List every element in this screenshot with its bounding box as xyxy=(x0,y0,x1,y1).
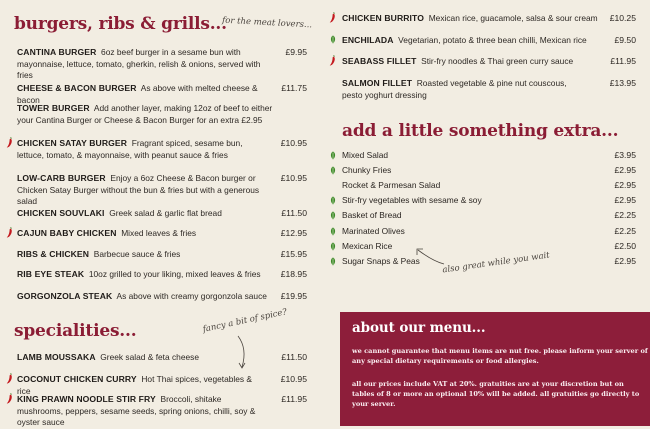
extra-item-name: Basket of Bread xyxy=(342,210,402,221)
chili-icon xyxy=(329,12,336,23)
vegetarian-leaf-icon xyxy=(330,35,336,44)
chili-icon xyxy=(6,227,13,238)
item-desc: As above with melted cheese & bacon xyxy=(17,83,258,105)
item-price: £10.25 xyxy=(609,13,636,23)
item-desc: Fragrant spiced, sesame bun, lettuce, tomato, & mayonnaise, with peanut sauce & fries xyxy=(17,138,243,160)
item-desc: Greek salad & feta cheese xyxy=(100,352,199,362)
about-title: about our menu... xyxy=(352,320,486,336)
burgers-title: burgers, ribs & grills... xyxy=(14,14,227,34)
extras-title: add a little something extra... xyxy=(342,121,619,141)
item-price: £9.50 xyxy=(614,35,636,45)
menu-item xyxy=(17,173,307,208)
item-name: CHICKEN SATAY BURGER xyxy=(17,138,128,148)
extra-item-name: Rocket & Parmesan Salad xyxy=(342,180,441,191)
extra-item-name: Mixed Salad xyxy=(342,150,389,160)
item-desc: Greek salad & garlic flat bread xyxy=(109,208,222,218)
extra-item-price: £2.25 xyxy=(614,225,636,236)
extra-item xyxy=(342,180,636,191)
item-price: £18.95 xyxy=(280,269,307,279)
item-desc: Broccoli, shitake mushrooms, peppers, sesame seeds, spring onions, chilli, soy & oyster sauce xyxy=(17,394,256,427)
vat-gratuity-notice: all our prices include VAT at 20%. gratuities are at your discretion but on tables of 8 or more an optional 10% will be added. all gratuities go directly to your server. xyxy=(352,380,640,408)
vegetarian-leaf-icon xyxy=(330,166,336,175)
chili-icon xyxy=(329,55,336,66)
item-name: SALMON FILLET xyxy=(342,78,413,88)
item-price: £11.95 xyxy=(281,394,307,404)
extra-item xyxy=(342,165,636,176)
extra-item-price: £2.25 xyxy=(614,210,636,221)
item-price: £11.50 xyxy=(281,352,307,362)
extra-item-price: £2.95 xyxy=(614,195,636,206)
arrow-icon xyxy=(412,244,446,268)
extra-item-name: Chunky Fries xyxy=(342,165,392,176)
item-price: £10.95 xyxy=(280,374,307,384)
vegetarian-leaf-icon xyxy=(330,257,336,266)
item-name: GORGONZOLA STEAK xyxy=(17,291,113,301)
item-name: CHEESE & BACON BURGER xyxy=(17,83,137,93)
menu-item xyxy=(342,78,636,101)
item-price: £11.50 xyxy=(281,208,307,218)
extra-item xyxy=(342,195,636,206)
menu-item xyxy=(17,249,307,261)
chili-icon xyxy=(6,373,13,384)
vegetarian-leaf-icon xyxy=(330,211,336,220)
menu-item xyxy=(17,47,307,82)
vegetarian-leaf-icon xyxy=(330,227,336,236)
specialities-title: specialities... xyxy=(14,321,137,341)
item-price: £10.95 xyxy=(280,138,307,148)
item-name: RIBS & CHICKEN xyxy=(17,249,90,259)
vegetarian-leaf-icon xyxy=(330,151,336,160)
menu-item xyxy=(342,56,636,68)
menu-item xyxy=(17,103,307,126)
extra-item-price: £2.95 xyxy=(614,165,636,176)
allergy-notice: we cannot guarantee that menu items are nut free. please inform your server of any special dietary requirements or food allergies. xyxy=(352,347,648,365)
item-name: CHICKEN SOUVLAKI xyxy=(17,208,105,218)
item-name: LOW-CARB BURGER xyxy=(17,173,106,183)
extra-item-name: Sugar Snaps & Peas xyxy=(342,255,420,266)
extra-item-price: £2.50 xyxy=(614,240,636,251)
extra-item-price: £2.95 xyxy=(614,180,636,191)
item-desc: Mixed leaves & fries xyxy=(121,228,197,238)
extra-item-name: Mexican Rice xyxy=(342,240,393,251)
menu-item xyxy=(17,208,307,220)
extra-item xyxy=(342,241,636,252)
menu-item xyxy=(17,228,307,240)
extra-item xyxy=(342,210,636,221)
item-name: LAMB MOUSSAKA xyxy=(17,352,96,362)
item-name: COCONUT CHICKEN CURRY xyxy=(17,374,137,384)
item-price: £11.95 xyxy=(610,56,636,66)
menu-item xyxy=(17,291,307,303)
item-desc: Vegetarian, potato & three bean chilli, Mexican rice xyxy=(398,35,587,45)
item-name: SEABASS FILLET xyxy=(342,56,417,66)
item-name: KING PRAWN NOODLE STIR FRY xyxy=(17,394,156,404)
item-name: ENCHILADA xyxy=(342,35,394,45)
menu-item xyxy=(342,35,636,47)
about-menu-panel xyxy=(340,312,650,426)
extra-item-price: £3.95 xyxy=(614,150,636,160)
extra-item xyxy=(342,150,636,161)
item-desc: Stir-fry noodles & Thai green curry sauce xyxy=(421,56,574,66)
item-desc: Enjoy a 6oz Cheese & Bacon burger or Chicken Satay Burger without the bun & fries but with a generous salad xyxy=(17,173,260,206)
extra-item-name: Stir-fry vegetables with sesame & soy xyxy=(342,195,482,206)
item-price: £11.75 xyxy=(281,83,307,93)
item-desc: As above with creamy gorgonzola sauce xyxy=(116,291,267,301)
menu-item xyxy=(17,138,307,161)
burgers-aside: for the meat lovers... xyxy=(221,15,313,31)
item-price: £12.95 xyxy=(280,228,307,238)
extra-item xyxy=(342,226,636,237)
item-desc: Hot Thai spices, vegetables & rice xyxy=(17,374,253,396)
vegetarian-leaf-icon xyxy=(330,196,336,205)
specialities-aside: fancy a bit of spice? xyxy=(201,307,288,335)
item-desc: 6oz beef burger in a sesame bun with mayonnaise, lettuce, tomato, gherkin, relish & onions, served with fries xyxy=(17,47,261,80)
menu-item xyxy=(342,13,636,25)
item-desc: Add another layer, making 12oz of beef to either your Cantina Burger or Cheese & Bacon Burger for an extra £2.95 xyxy=(17,103,273,125)
extras-aside: also great while you wait xyxy=(441,250,551,276)
chili-icon xyxy=(6,393,13,404)
item-desc: Roasted vegetable & pine nut couscous, pesto yoghurt dressing xyxy=(342,78,567,100)
item-desc: Mexican rice, guacamole, salsa & sour cream xyxy=(428,13,598,23)
item-price: £13.95 xyxy=(609,78,636,88)
menu-item xyxy=(17,394,307,429)
item-name: CAJUN BABY CHICKEN xyxy=(17,228,117,238)
item-price: £9.95 xyxy=(285,47,307,57)
extra-item-price: £2.95 xyxy=(614,255,636,266)
menu-item xyxy=(17,352,307,364)
item-name: TOWER BURGER xyxy=(17,103,90,113)
item-desc: 10oz grilled to your liking, mixed leaves & fries xyxy=(88,269,261,279)
item-name: CANTINA BURGER xyxy=(17,47,97,57)
item-name: CHICKEN BURRITO xyxy=(342,13,425,23)
item-name: RIB EYE STEAK xyxy=(17,269,85,279)
item-price: £15.95 xyxy=(280,249,307,259)
chili-icon xyxy=(6,137,13,148)
item-price: £19.95 xyxy=(280,291,307,301)
item-price: £10.95 xyxy=(280,173,307,183)
vegetarian-leaf-icon xyxy=(330,242,336,251)
extra-item-name: Marinated Olives xyxy=(342,225,405,236)
item-desc: Barbecue sauce & fries xyxy=(93,249,181,259)
menu-item xyxy=(17,269,307,281)
